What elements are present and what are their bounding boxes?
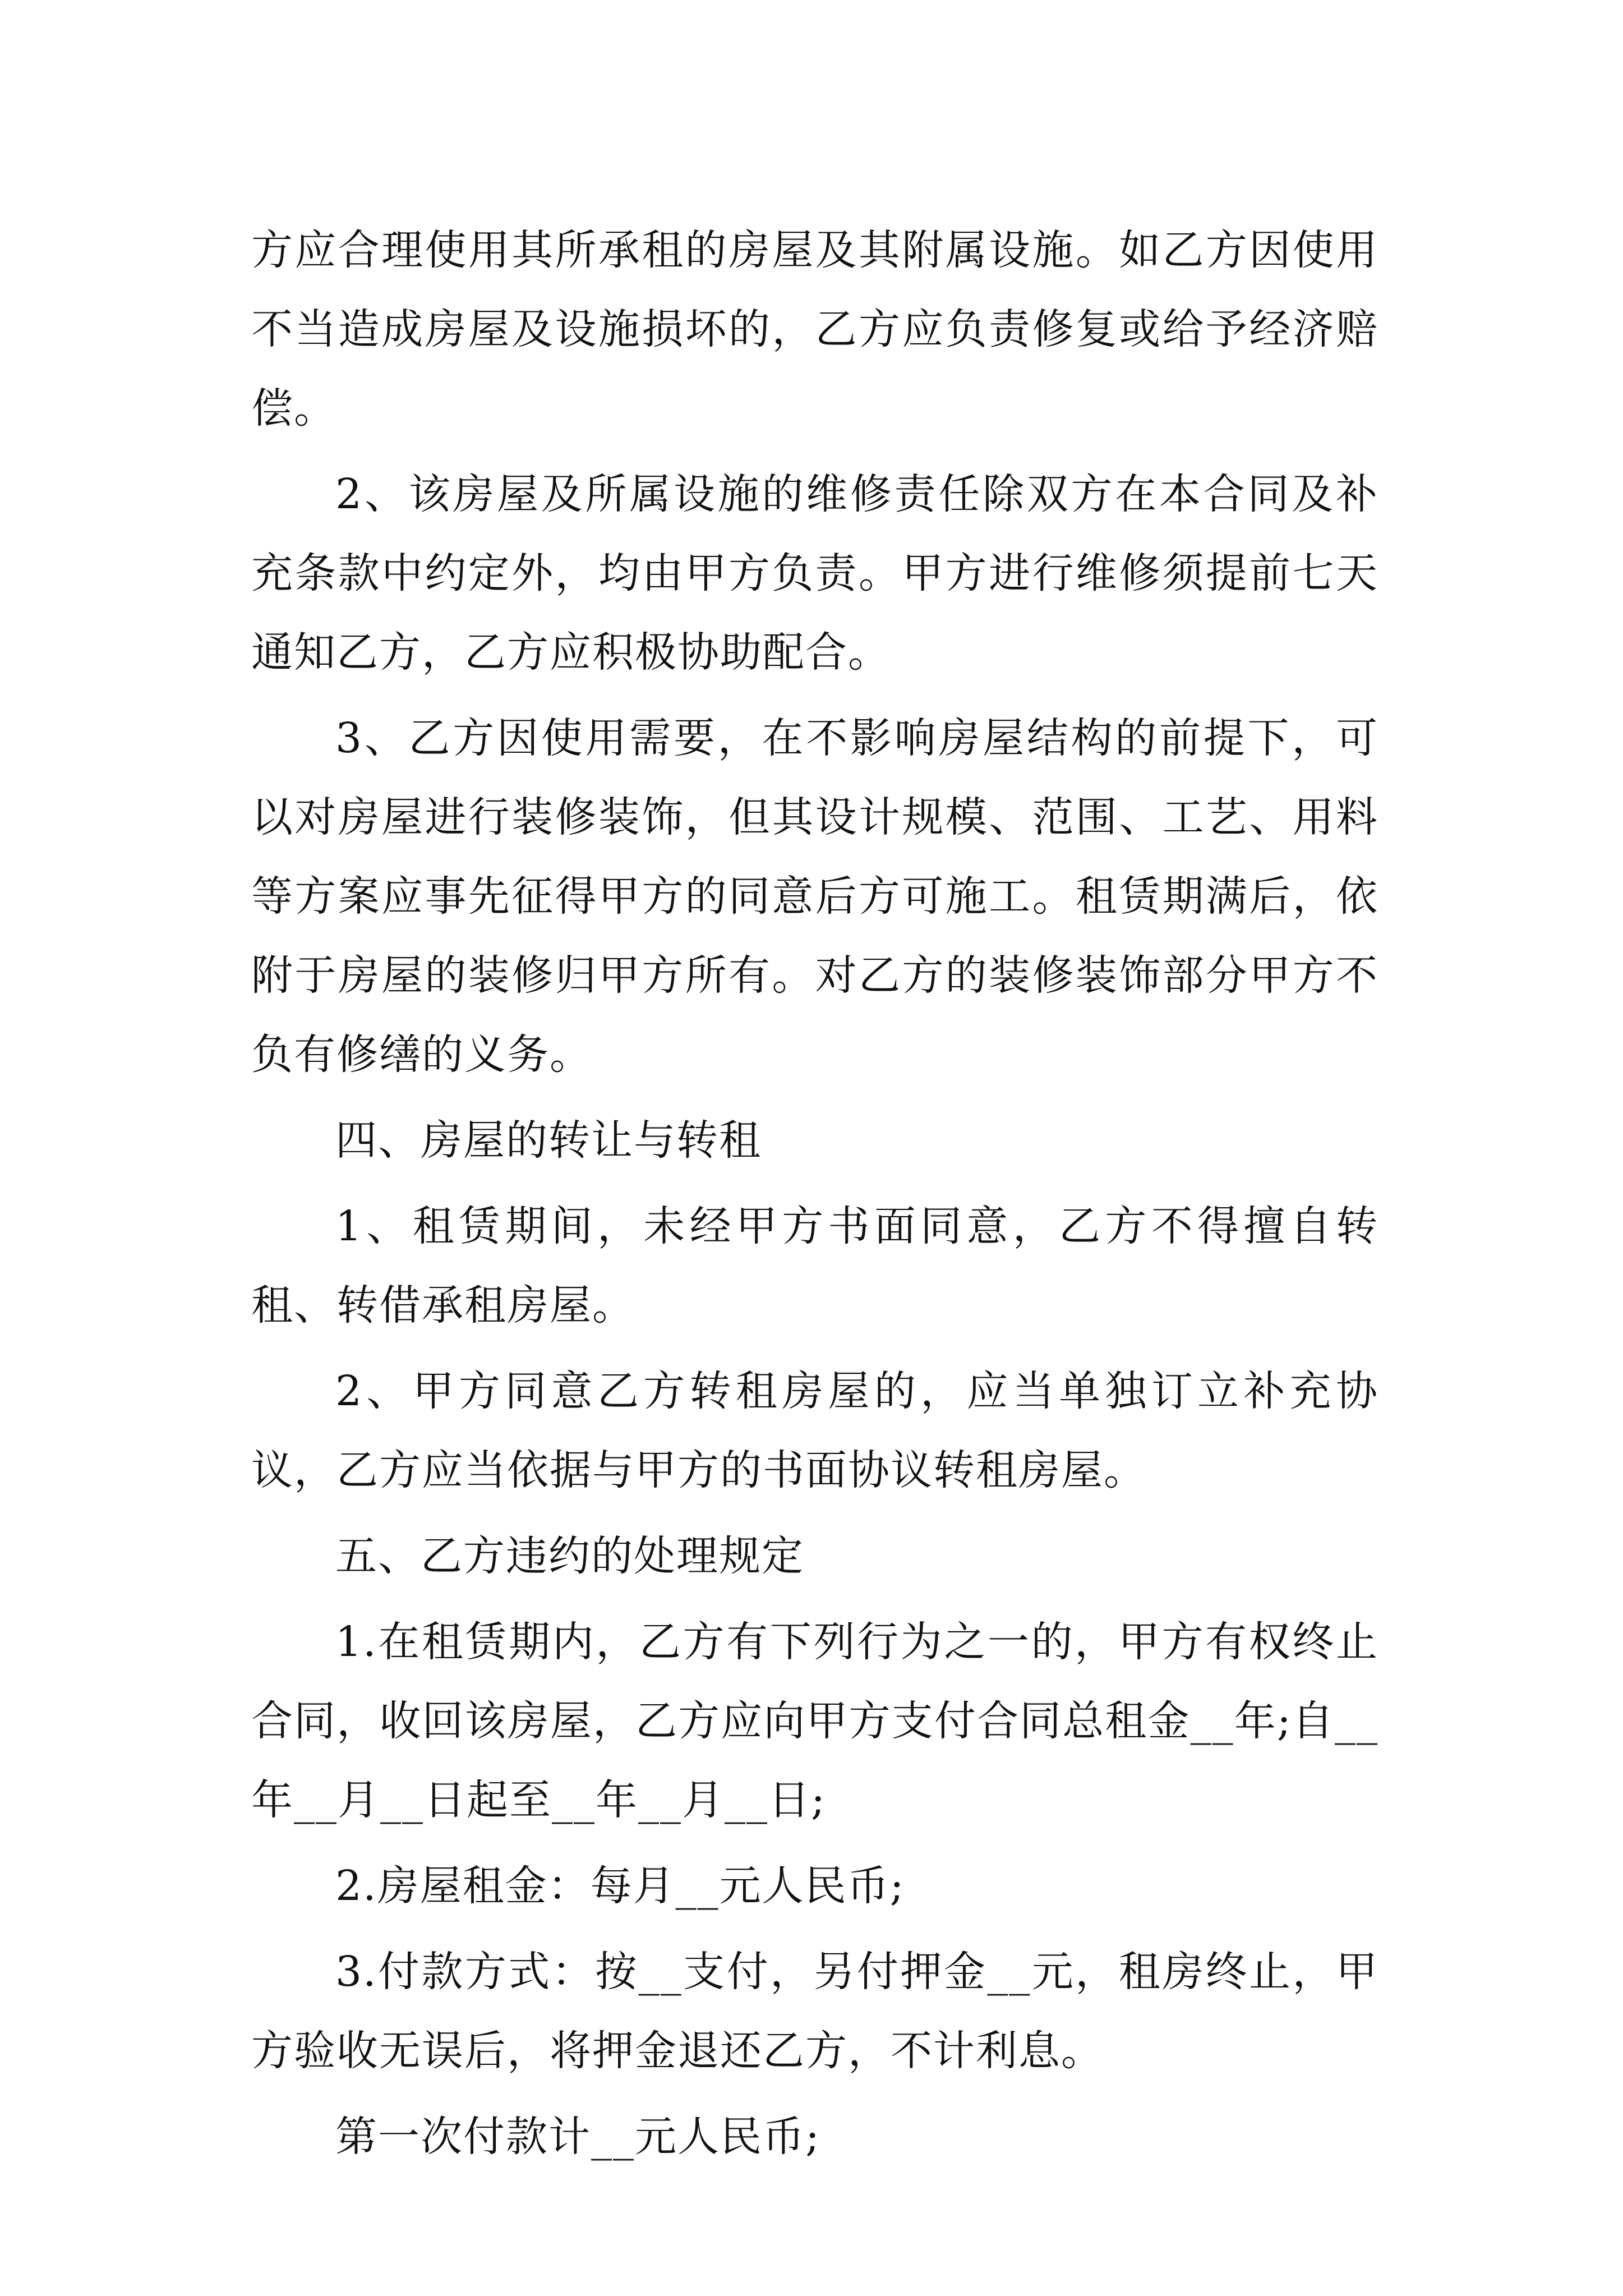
paragraph-first-payment: 第一次付款计__元人民币; <box>335 2113 820 2161</box>
paragraph-payment-method: 3.付款方式：按__支付，另付押金__元，租房终止，甲方验收无误后，将押金退还乙方，不计利息。 <box>251 1948 1378 2075</box>
paragraph-transfer-1: 1、租赁期间，未经甲方书面同意，乙方不得擅自转租、转借承租房屋。 <box>251 1202 1378 1329</box>
paragraph-breach-1: 1.在租赁期内，乙方有下列行为之一的，甲方有权终止合同，收回该房屋，乙方应向甲方支付合同总租金__年;自__年__月__日起至__年__月__日; <box>251 1618 1378 1824</box>
paragraph-clause-3: 3、乙方因使用需要，在不影响房屋结构的前提下，可以对房屋进行装修装饰，但其设计规模、范围、工艺、用料等方案应事先征得甲方的同意后方可施工。租赁期满后，依附于房屋的装修归甲方所有。对乙方的装修装饰部分甲方不负有修缮的义务。 <box>251 714 1378 1079</box>
paragraph-rent: 2.房屋租金：每月__元人民币; <box>335 1862 905 1910</box>
paragraph-clause-2: 2、该房屋及所属设施的维修责任除双方在本合同及补充条款中约定外，均由甲方负责。甲方进行维修须提前七天通知乙方，乙方应积极协助配合。 <box>251 470 1378 677</box>
section-heading-transfer: 四、房屋的转让与转租 <box>335 1116 762 1165</box>
paragraph-continuation: 方应合理使用其所承租的房屋及其附属设施。如乙方因使用不当造成房屋及设施损坏的，乙方应负责修复或给予经济赔偿。 <box>251 226 1378 432</box>
paragraph-transfer-2: 2、甲方同意乙方转租房屋的，应当单独订立补充协议，乙方应当依据与甲方的书面协议转租房屋。 <box>251 1367 1378 1494</box>
section-heading-breach: 五、乙方违约的处理规定 <box>335 1532 804 1580</box>
document-body <box>251 211 1378 2177</box>
